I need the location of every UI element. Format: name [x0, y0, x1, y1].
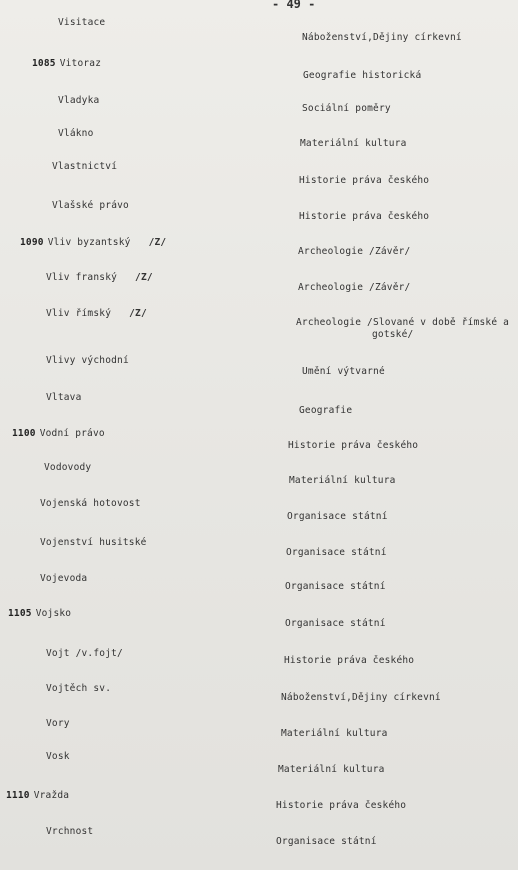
- category-label: Historie práva českého: [276, 800, 407, 811]
- term-text: Vojt /v.fojt/: [46, 648, 123, 659]
- index-term: [8, 608, 71, 619]
- index-term: [46, 355, 129, 366]
- term-text: Visitace: [58, 17, 106, 28]
- category-label: Archeologie /Závěr/: [298, 246, 411, 257]
- term-text: Vliv římský: [46, 308, 112, 319]
- index-term: [32, 58, 101, 69]
- term-text: Vliv franský: [46, 272, 118, 283]
- category-label: Materiální kultura: [300, 138, 407, 149]
- category-label: Organisace státní: [285, 581, 386, 592]
- category-label: Sociální poměry: [302, 103, 391, 114]
- category-label: Organisace státní: [276, 836, 377, 847]
- term-text: Vojevoda: [40, 573, 88, 584]
- index-term: [46, 683, 111, 694]
- term-text: Vlašské právo: [52, 200, 129, 211]
- category-label: Historie práva českého: [284, 655, 415, 666]
- term-text: Vodovody: [44, 462, 92, 473]
- category-label: Náboženství,Dějiny církevní: [302, 32, 462, 43]
- category-label: Historie práva českého: [299, 175, 430, 186]
- term-text: Vražda: [33, 790, 70, 801]
- bleed-through-texture: [150, 0, 490, 870]
- term-text: Vojsko: [35, 608, 72, 619]
- category-label: Archeologie /Závěr/: [298, 282, 411, 293]
- index-term: [58, 95, 99, 106]
- index-term: [46, 648, 123, 659]
- index-term: [46, 392, 82, 403]
- index-term: [52, 200, 129, 211]
- term-text: Vojtěch sv.: [46, 683, 112, 694]
- category-label: Náboženství,Dějiny církevní: [281, 692, 441, 703]
- term-text: Vrchnost: [46, 826, 94, 837]
- index-term: [44, 462, 91, 473]
- category-label: Organisace státní: [285, 618, 386, 629]
- term-text: Vosk: [46, 751, 70, 762]
- category-label: Materiální kultura: [281, 728, 388, 739]
- category-label-continuation: gotské/: [372, 329, 414, 340]
- index-term: [46, 272, 153, 283]
- category-label: Materiální kultura: [278, 764, 385, 775]
- entry-number: 1085: [32, 58, 56, 69]
- term-text: Vladyka: [58, 95, 100, 106]
- index-term: [40, 573, 87, 584]
- entry-number: 1105: [8, 608, 32, 619]
- entry-number: 1100: [12, 428, 36, 439]
- term-text: Vlivy východní: [46, 355, 129, 366]
- term-text: Vojenská hotovost: [40, 498, 141, 509]
- index-term: [40, 537, 147, 548]
- index-term: [6, 790, 69, 801]
- index-term: [20, 237, 166, 248]
- entry-number: 1110: [6, 790, 30, 801]
- term-text: Vitoraz: [59, 58, 102, 69]
- index-term: [58, 128, 94, 139]
- category-label: Materiální kultura: [289, 475, 396, 486]
- term-text: Vltava: [46, 392, 82, 403]
- term-text: Vodní právo: [39, 428, 105, 439]
- index-term: [52, 161, 117, 172]
- index-term: [12, 428, 105, 439]
- index-term: [46, 751, 70, 762]
- category-label: Geografie: [299, 405, 353, 416]
- term-text: Vliv byzantský: [47, 237, 131, 248]
- category-label: Umění výtvarné: [302, 366, 385, 377]
- entry-number: 1090: [20, 237, 44, 248]
- index-term: [40, 498, 141, 509]
- index-term: [46, 826, 93, 837]
- term-text: Vory: [46, 718, 70, 729]
- category-label: Historie práva českého: [299, 211, 430, 222]
- term-text: Vojenství husitské: [40, 537, 147, 548]
- term-note: /Z/: [135, 272, 153, 283]
- term-text: Vlákno: [58, 128, 94, 139]
- term-note: /Z/: [129, 308, 147, 319]
- category-label: Organisace státní: [286, 547, 387, 558]
- term-text: Vlastnictví: [52, 161, 118, 172]
- term-note: /Z/: [148, 237, 167, 248]
- category-label: Historie práva českého: [288, 440, 419, 451]
- index-term: [58, 17, 105, 28]
- category-label: Geografie historická: [303, 70, 422, 81]
- category-label: Archeologie /Slované v době římské a: [296, 317, 510, 328]
- category-label: Organisace státní: [287, 511, 388, 522]
- index-term: [46, 308, 147, 319]
- page-number: - 49 -: [272, 0, 316, 11]
- index-term: [46, 718, 70, 729]
